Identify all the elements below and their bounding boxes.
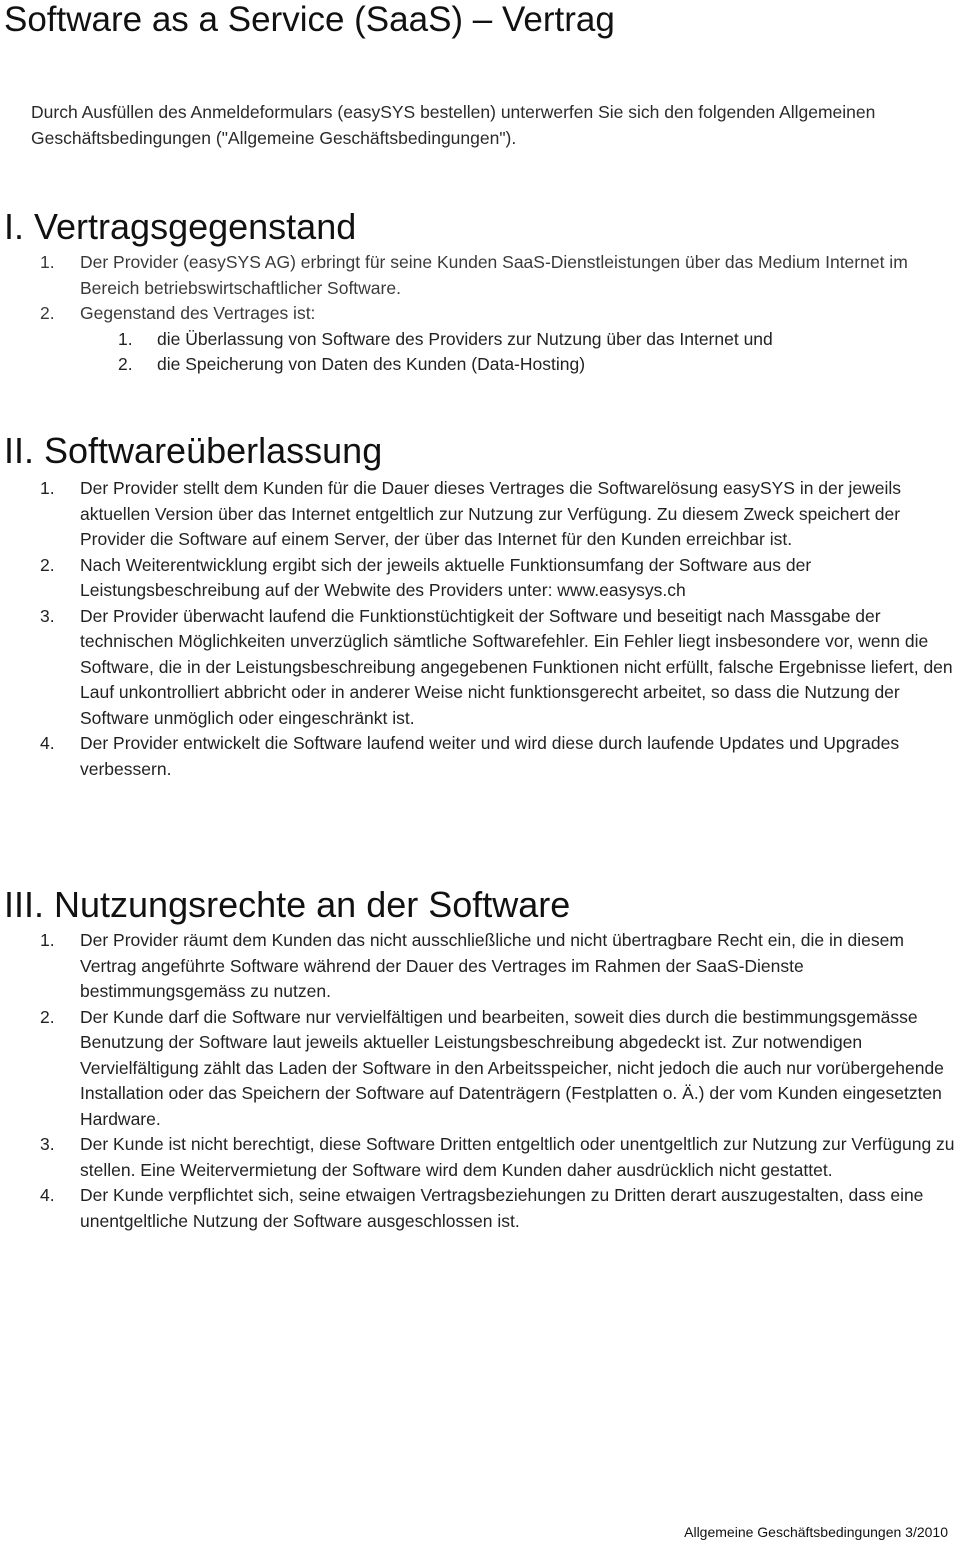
item-number: 2. <box>40 1006 55 1027</box>
section-heading-2: II. Softwareüberlassung <box>4 430 383 471</box>
subitem-text: die Überlassung von Software des Providers zur Nutzung über das Internet und <box>157 328 773 349</box>
page-footer: Allgemeine Geschäftsbedingungen 3/2010 <box>684 1524 948 1540</box>
list-item <box>0 1183 960 1234</box>
subitem-text: die Speicherung von Daten des Kunden (Data-Hosting) <box>157 354 586 374</box>
item-number: 1. <box>40 478 55 498</box>
sub-list-item <box>0 327 960 353</box>
item-number: 4. <box>40 1185 55 1205</box>
section-heading-3: III. Nutzungsrechte an der Software <box>4 884 571 925</box>
item-number: 3. <box>40 605 55 626</box>
section-list-1 <box>0 250 960 378</box>
list-item <box>0 1132 960 1183</box>
list-item <box>0 1005 960 1133</box>
sub-list-item <box>0 352 960 378</box>
section-list-3 <box>0 928 960 1234</box>
section-heading-1: I. Vertragsgegenstand <box>4 206 357 247</box>
item-text: Der Provider überwacht laufend die Funktionstüchtigkeit der Software und beseitigt nach Massgabe der technischen Möglichkeiten unverzüglich sämtliche Softwarefehler. Ein Fehler liegt insbesondere vor, wenn die Software, die in der Leistungsbeschreibung angegebenen Funktionen nicht erfüllt, falsche Ergebnisse liefert, den Lauf unkontrolliert abbricht oder in anderer Weise nicht funktionsgerecht arbeitet, so dass die Nutzung der Software unmöglich oder eingeschränkt ist. <box>80 605 953 728</box>
page-title: Software as a Service (SaaS) – Vertrag <box>4 0 615 39</box>
subitem-number: 2. <box>118 354 133 374</box>
list-item <box>0 476 960 553</box>
item-text: Nach Weiterentwicklung ergibt sich der jeweils aktuelle Funktionsumfang der Software aus der Leistungsbeschreibung auf der Webwite des Providers unter: www.easysys.ch <box>80 554 812 600</box>
item-text: Der Provider stellt dem Kunden für die Dauer dieses Vertrages die Softwarelösung easySYS in der jeweils aktuellen Version über das Internet entgeltlich zur Nutzung zur Verfügung. Zu diesem Zweck speichert der Provider die Software auf einem Server, der über das Internet für den Kunden erreichbar ist. <box>80 478 901 549</box>
item-text: Der Kunde verpflichtet sich, seine etwaigen Vertragsbeziehungen zu Dritten derart auszugestalten, dass eine unentgeltliche Nutzung der Software ausgeschlossen ist. <box>80 1185 924 1231</box>
list-item <box>0 604 960 732</box>
item-number: 2. <box>40 303 55 323</box>
list-item <box>0 553 960 604</box>
item-text: Der Kunde ist nicht berechtigt, diese Software Dritten entgeltlich oder unentgeltlich zur Nutzung zur Verfügung zu stellen. Eine Weitervermietung der Software wird dem Kunden daher ausdrücklich nicht gestattet. <box>80 1134 955 1180</box>
list-item <box>0 301 960 327</box>
list-item <box>0 250 960 301</box>
item-number: 3. <box>40 1134 55 1154</box>
item-number: 2. <box>40 554 55 575</box>
item-text: Der Kunde darf die Software nur vervielfältigen und bearbeiten, soweit dies durch die bestimmungsgemässe Benutzung der Software laut jeweils aktueller Leistungsbeschreibung abgedeckt ist. Zur notwendigen Vervielfältigung zählt das Laden der Software in den Arbeitsspeicher, nicht jedoch die auch nur vorübergehende Installation oder das Speichern der Software auf Datenträgern (Festplatten o. Ä.) der vom Kunden eingesetzten Hardware. <box>80 1006 944 1129</box>
item-text: Der Provider (easySYS AG) erbringt für seine Kunden SaaS-Dienstleistungen über das Medium Internet im Bereich betriebswirtschaftlicher Software. <box>80 252 908 298</box>
item-number: 4. <box>40 733 55 753</box>
section-list-2 <box>0 476 960 782</box>
item-text: Der Provider räumt dem Kunden das nicht ausschließliche und nicht übertragbare Recht ein, die in diesem Vertrag angeführte Software während der Dauer des Vertrages im Rahmen der SaaS-Dienste bestimmungsgemäss zu nutzen. <box>80 930 904 1001</box>
list-item <box>0 731 960 782</box>
item-number: 1. <box>40 252 55 272</box>
subitem-number: 1. <box>118 328 133 349</box>
item-text: Der Provider entwickelt die Software laufend weiter und wird diese durch laufende Updates und Upgrades verbessern. <box>80 733 900 779</box>
item-text: Gegenstand des Vertrages ist: <box>80 303 316 323</box>
intro-paragraph: Durch Ausfüllen des Anmeldeformulars (easySYS bestellen) unterwerfen Sie sich den folgenden Allgemeinen Geschäftsbedingungen ("Allgemeine Geschäftsbedingungen"). <box>31 102 876 148</box>
item-number: 1. <box>40 930 55 950</box>
list-item <box>0 928 960 1005</box>
